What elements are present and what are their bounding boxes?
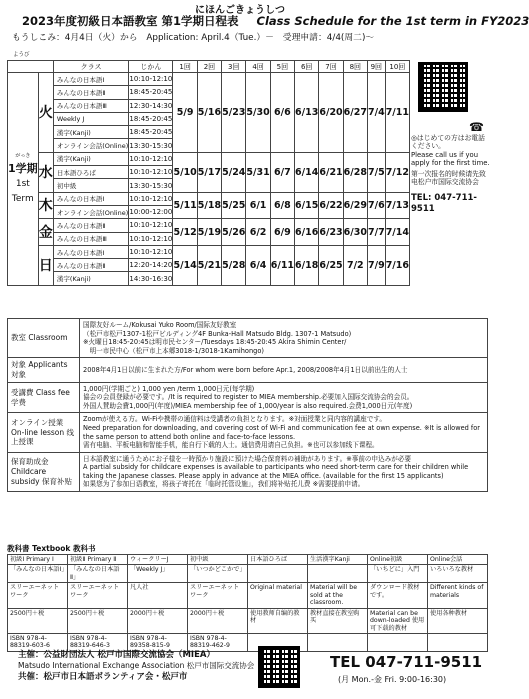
class-name: みんなの日本語Ⅰ: [53, 245, 128, 258]
class-name: 初中級: [53, 179, 128, 192]
date-cell: 7/7: [367, 219, 385, 246]
day-cell: 金: [38, 219, 53, 246]
date-cell: 5/16: [197, 73, 221, 153]
textbook-isbn: [428, 633, 488, 651]
schedule-row: [8, 73, 410, 86]
textbook-isbn: [368, 633, 428, 651]
date-cell: 5/9: [173, 73, 197, 153]
date-cell: 5/19: [197, 219, 221, 246]
date-cell: 6/30: [343, 219, 367, 246]
date-cell: 6/20: [319, 73, 343, 153]
info-line: 明一市民中心（松戸市上本郷3018-1/3018-1Kamihongo): [83, 346, 264, 355]
date-cell: 7/6: [367, 192, 385, 219]
yobi-label: ようび: [13, 52, 30, 58]
date-cell: 5/26: [222, 219, 246, 246]
class-name: みんなの日本語Ⅲ: [53, 232, 128, 245]
info-row: [8, 452, 488, 491]
date-cell: 6/7: [270, 152, 294, 192]
info-line: A partial subsidy for childcare expenses is available to participants who need short-term care for their children while taking the Japanese classes. Please apply in advance at the MIEA office. (available for the first 15 applicants): [83, 463, 469, 480]
textbook-isbn: [308, 633, 368, 651]
side-note-en: Please call us if you apply for the first time.: [411, 150, 490, 168]
class-time: 12:20-14:20: [129, 259, 173, 272]
textbook-name: 「いちどに」入門: [368, 565, 428, 583]
date-cell: 6/18: [295, 245, 319, 285]
date-cell: 6/9: [270, 219, 294, 246]
header-round: 7回: [319, 61, 343, 73]
info-content: [80, 413, 488, 452]
info-line: 需有电脑、平板电脑和智能手机，能自行下载的人士。通信费用请自己负担。※也可以参加线下课程。: [83, 441, 379, 450]
class-name: みんなの日本語Ⅱ: [53, 259, 128, 272]
header-class: クラス: [53, 61, 128, 73]
date-cell: 6/21: [319, 152, 343, 192]
info-line: Zoomが使える方。Wi-Fiや携帯の通信料は受講者の負担となります。※対面授業と同内容的講座です。: [83, 415, 386, 424]
info-line: 2008年4月1日以前に生まれた方/For whom were born before Apr.1, 2008/2008年4月1日以前出生的人士: [83, 365, 408, 374]
date-cell: 5/24: [222, 152, 246, 192]
footer-org3: 共催：松戸市日本語ボランティア会・松戸市: [18, 671, 188, 682]
class-name: 日本語ひろば: [53, 166, 128, 179]
info-label: 教室 Classroom: [8, 319, 80, 358]
side-note-jp: ◎はじめての方はお電話ください。: [411, 134, 485, 151]
info-label: 保育助成金 Childcare subsidy 保育补贴: [8, 452, 80, 491]
class-time: 10:10-12:10: [129, 152, 173, 165]
title-en: Class Schedule for the 1st term in FY2023: [256, 14, 529, 28]
class-time: 12:30-14:30: [129, 99, 173, 112]
class-name: みんなの日本語Ⅱ: [53, 86, 128, 99]
term-label: 1学期: [8, 161, 38, 175]
date-cell: 5/11: [173, 192, 197, 219]
schedule-row: [8, 245, 410, 258]
day-cell: 日: [38, 245, 53, 285]
header-ruby: にほんごきょうしつ: [195, 5, 285, 16]
date-cell: 6/22: [319, 192, 343, 219]
info-line: 国際友好ルーム/Kokusai Yuko Room/国际友好教室: [83, 321, 237, 329]
date-cell: 7/12: [385, 152, 409, 192]
date-cell: 5/14: [173, 245, 197, 285]
textbook-name: 「みんなの日本語Ⅱ」: [68, 565, 128, 583]
textbook-price: 2000円＋税: [128, 608, 188, 633]
date-cell: 5/30: [246, 73, 270, 153]
header-round: 8回: [343, 61, 367, 73]
date-cell: 7/11: [385, 73, 409, 153]
phone-icon: ☎: [469, 120, 484, 134]
title-jp: 2023年度初級日本語教室 第1学期日程表: [22, 14, 239, 28]
class-time: 13:30-15:30: [129, 179, 173, 192]
info-content: [80, 452, 488, 491]
date-cell: 5/17: [197, 152, 221, 192]
footer-hours: (月 Mon.-金 Fri. 9:00-16:30): [338, 675, 447, 684]
date-cell: 6/11: [270, 245, 294, 285]
date-cell: 6/29: [343, 192, 367, 219]
info-line: 外国人賛助会費1,000円(年度)/MIEA membership fee of 1,000/year is also required.会费1,000日元(年度): [83, 401, 413, 410]
day-cell: 水: [38, 152, 53, 192]
apply-line: もうしこみ：4月4日（火）から Application: April.4（Tue.）－ 受理申請：4/4(周二)～: [12, 33, 375, 43]
date-cell: 6/27: [343, 73, 367, 153]
textbook-price: 2500円＋税: [68, 608, 128, 633]
textbook-title: 教科書 Textbook 教科书: [7, 544, 96, 553]
class-name: みんなの日本語Ⅰ: [53, 73, 128, 86]
textbook-price: 使用各种教材: [428, 608, 488, 633]
side-note: [411, 134, 491, 214]
class-time: 13:30-15:30: [129, 139, 173, 152]
term-cell: [8, 73, 39, 286]
textbook-table: [7, 544, 488, 652]
textbook-name: いろいろな教材: [428, 565, 488, 583]
class-name: 漢字(Kanji): [53, 126, 128, 139]
header-time: じかん: [129, 61, 173, 73]
date-cell: 5/25: [222, 192, 246, 219]
schedule-row: [8, 152, 410, 165]
header-round: 3回: [222, 61, 246, 73]
header-blank: [8, 61, 54, 73]
textbook-isbn: ISBN 978-4-89358-815-9: [128, 633, 188, 651]
textbook-level: 初級Ⅱ Primary Ⅱ: [68, 555, 128, 565]
class-name: 漢字(Kanji): [53, 272, 128, 285]
class-time: 18:45-20:45: [129, 126, 173, 139]
date-cell: 5/10: [173, 152, 197, 192]
textbook-publisher: 凡人社: [128, 583, 188, 608]
term-en1: 1st: [15, 179, 30, 190]
info-label: オンライン授業 On-line lesson 线上授课: [8, 413, 80, 452]
textbook-publisher: スリーエーネットワーク: [8, 583, 68, 608]
day-cell: 木: [38, 192, 53, 219]
date-cell: 6/16: [295, 219, 319, 246]
class-name: Weekly J: [53, 112, 128, 125]
textbook-level: 初級Ⅰ Primary Ⅰ: [8, 555, 68, 565]
date-cell: 7/13: [385, 192, 409, 219]
class-time: 18:45-20:45: [129, 86, 173, 99]
textbook-level: 生活漢字Kanji: [308, 555, 368, 565]
side-tel[interactable]: TEL: 047-711-9511: [411, 192, 477, 214]
header-round: 5回: [270, 61, 294, 73]
textbook-price: 2500円＋税: [8, 608, 68, 633]
date-cell: 6/28: [343, 152, 367, 192]
info-label: 受講費 Class fee 学费: [8, 382, 80, 413]
info-line: 日本語教室に通うためにお子様を一時預かり施設に預けた場合保育料の補助があります。※事前の申込みが必要: [83, 454, 412, 463]
schedule-row: [8, 219, 410, 232]
header-round: 10回: [385, 61, 409, 73]
date-cell: 7/9: [367, 245, 385, 285]
textbook-level: 初中級: [188, 555, 248, 565]
info-line: 協会の会員登録が必要です。/It is required to register to MIEA membership.必要加入国际交流协会的会员。: [83, 393, 414, 402]
day-cell: 火: [38, 73, 53, 153]
info-content: [80, 319, 488, 358]
date-cell: 6/2: [246, 219, 270, 246]
textbook-price: 2000円＋税: [188, 608, 248, 633]
date-cell: 5/23: [222, 73, 246, 153]
date-cell: 5/21: [197, 245, 221, 285]
textbook-level: ウィークリーJ: [128, 555, 188, 565]
textbook-name: [248, 565, 308, 583]
info-row: [8, 319, 488, 358]
info-row: [8, 382, 488, 413]
date-cell: 6/23: [319, 219, 343, 246]
textbook-price: 使用教师自编的教材: [248, 608, 308, 633]
date-cell: 5/12: [173, 219, 197, 246]
textbook-name: 「みんなの日本語Ⅰ」: [8, 565, 68, 583]
term-en2: Term: [11, 193, 34, 204]
class-time: 10:00-12:00: [129, 205, 173, 218]
date-cell: 6/25: [319, 245, 343, 285]
class-time: 10:10-12:10: [129, 245, 173, 258]
footer-tel[interactable]: TEL 047-711-9511: [330, 653, 483, 671]
info-row: [8, 413, 488, 452]
date-cell: 6/13: [295, 73, 319, 153]
textbook-publisher: Different kinds of materials: [428, 583, 488, 608]
textbook-isbn: ISBN 978-4-88319-462-9: [188, 633, 248, 651]
class-time: 10:10-12:10: [129, 73, 173, 86]
header-round: 2回: [197, 61, 221, 73]
class-time: 14:30-16:30: [129, 272, 173, 285]
textbook-isbn: ISBN 978-4-88319-603-6: [8, 633, 68, 651]
class-name: オンライン会話(Online): [53, 205, 128, 218]
textbook-publisher: スリーエーネットワーク: [68, 583, 128, 608]
textbook-publisher: スリーエーネットワーク: [188, 583, 248, 608]
info-line: （松戸市松戸1307-1松戸ビルディング4F Bunka-Hall Matsudo Bldg. 1307-1 Matsudo): [83, 329, 352, 338]
textbook-isbn: ISBN 978-4-88319-646-3: [68, 633, 128, 651]
info-label: 対象 Applicants 対象: [8, 358, 80, 383]
textbook-level: 日本語ひろば: [248, 555, 308, 565]
textbook-publisher: ダウンロード教材です。: [368, 583, 428, 608]
textbook-publisher: Material will be sold at the classroom.: [308, 583, 368, 608]
date-cell: 6/15: [295, 192, 319, 219]
date-cell: 7/14: [385, 219, 409, 246]
page-title: [22, 13, 529, 29]
info-line: ※火曜日18:45-20:45は明市民センター/Tuesdays 18:45-20:45 Akira Shimin Center/: [83, 338, 347, 347]
class-time: 10:10-12:10: [129, 166, 173, 179]
date-cell: 6/1: [246, 192, 270, 219]
footer-org1: 主催：公益財団法人 松戸市国際交流協会（MIEA）: [18, 650, 215, 660]
info-line: 如果您为了参加日语教室，将孩子寄托在「临时托管设施」，我们将补贴托儿费 ※需要提前申请。: [83, 480, 365, 489]
textbook-name: [308, 565, 368, 583]
textbook-name: 「Weekly J」: [128, 565, 188, 583]
class-time: 10:10-12:10: [129, 219, 173, 232]
textbook-price: Material can be down-loaded 使用可下载的教材: [368, 608, 428, 633]
schedule-row: [8, 192, 410, 205]
date-cell: 5/31: [246, 152, 270, 192]
textbook-price: 教材直接在教室购买: [308, 608, 368, 633]
info-line: 1,000円(学期ごと) 1,000 yen /term 1,000日元(每学期): [83, 384, 255, 393]
textbook-level: Online会話: [428, 555, 488, 565]
class-time: 18:45-20:45: [129, 112, 173, 125]
date-cell: 6/14: [295, 152, 319, 192]
side-note-cn: 第一次报名的时候请先致电松户市国际交流协会: [411, 169, 486, 187]
textbook-publisher: Original material: [248, 583, 308, 608]
header-round: 9回: [367, 61, 385, 73]
term-ruby: がっき: [15, 152, 31, 159]
date-cell: 5/28: [222, 245, 246, 285]
date-cell: 7/16: [385, 245, 409, 285]
textbook-name: 「いつかどこかで」: [188, 565, 248, 583]
date-cell: 6/6: [270, 73, 294, 153]
textbook-level: Online初級: [368, 555, 428, 565]
info-row: [8, 358, 488, 383]
class-name: 漢字(Kanji): [53, 152, 128, 165]
class-time: 10:10-12:10: [129, 232, 173, 245]
class-name: オンライン会話(Online): [53, 139, 128, 152]
schedule-table: [7, 60, 410, 286]
date-cell: 7/2: [343, 245, 367, 285]
header-round: 1回: [173, 61, 197, 73]
info-line: Need preparation for downloading, and covering cost of Wi-Fi and communication fee at own expense. ※It is allowed for the same person to attend both online and face-to-face lessons.: [83, 424, 480, 441]
info-content: [80, 358, 488, 383]
qr-code: [418, 62, 468, 112]
class-name: みんなの日本語Ⅱ: [53, 219, 128, 232]
date-cell: 6/4: [246, 245, 270, 285]
header-round: 6回: [295, 61, 319, 73]
class-name: みんなの日本語Ⅰ: [53, 192, 128, 205]
class-time: 10:10-12:10: [129, 192, 173, 205]
info-content: [80, 382, 488, 413]
date-cell: 7/4: [367, 73, 385, 153]
date-cell: 6/8: [270, 192, 294, 219]
header-round: 4回: [246, 61, 270, 73]
class-name: みんなの日本語Ⅲ: [53, 99, 128, 112]
footer-org: [18, 650, 254, 683]
date-cell: 5/18: [197, 192, 221, 219]
info-table: [7, 318, 488, 492]
footer-qr-code: [258, 646, 300, 688]
footer-org2: Matsudo International Exchange Association 松戸市国际交流协会: [18, 661, 255, 671]
date-cell: 7/5: [367, 152, 385, 192]
